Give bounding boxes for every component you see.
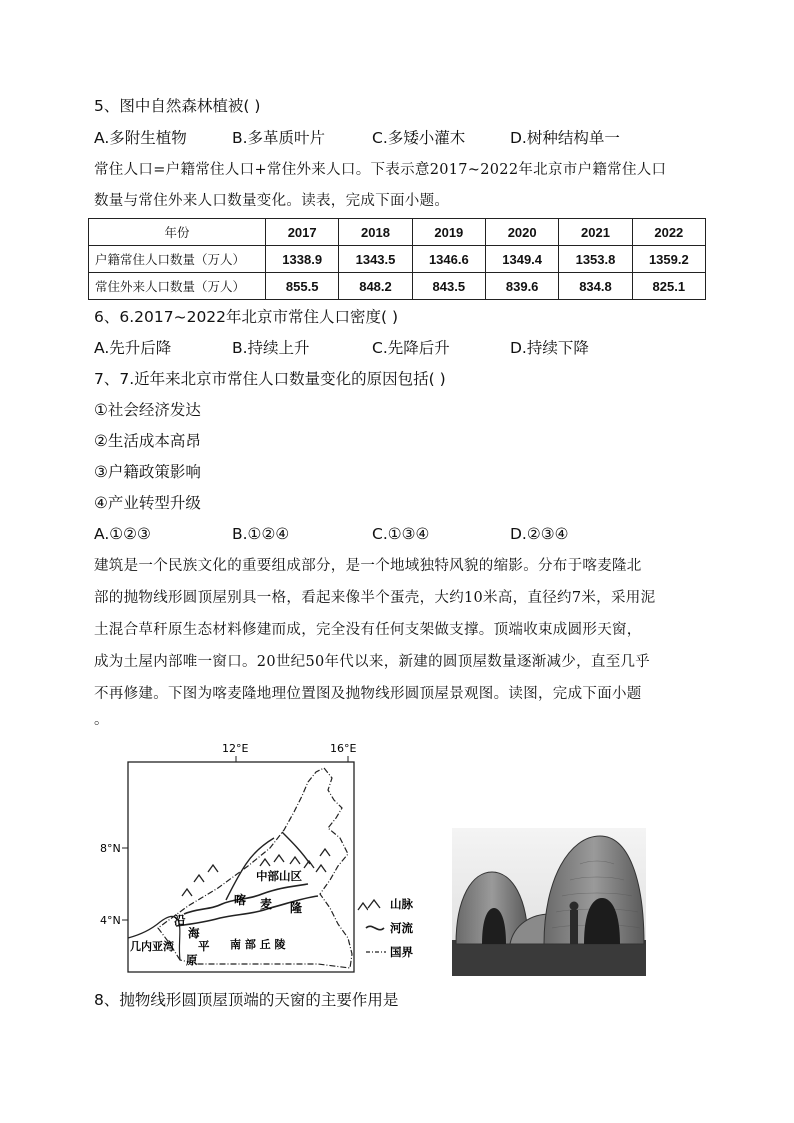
map-label-coast: 原 (186, 953, 198, 967)
intro2-line1: 建筑是一个民族文化的重要组成部分，是一个地域独特风貌的缩影。分布于喀麦隆北 (94, 558, 642, 574)
q7-option-c: C.①③④ (372, 525, 430, 543)
table-cell: 1338.9 (266, 246, 339, 273)
intro1-line2: 数量与常住外来人口数量变化。读表，完成下面小题。 (94, 193, 450, 209)
table-year: 2017 (266, 219, 339, 246)
map-label-country: 喀 (234, 893, 247, 907)
intro2-line2: 部的抛物线形圆顶屋别具一格，看起来像半个蛋壳，大约10米高，直径约7米，采用泥 (94, 590, 656, 606)
q6-option-b: B.持续上升 (232, 339, 310, 357)
q5-option-a: A.多附生植物 (94, 129, 187, 147)
table-header-label: 年份 (89, 219, 266, 246)
q7-item-2: ②生活成本高昂 (94, 432, 201, 450)
map-label-south-hills: 南 部 丘 陵 (230, 938, 286, 951)
q6-option-c: C.先降后升 (372, 339, 450, 357)
q7-stem: 7、7.近年来北京市常住人口数量变化的原因包括( ) (94, 370, 446, 388)
population-table (88, 218, 706, 300)
table-year: 2019 (412, 219, 485, 246)
table-row-label: 常住外来人口数量（万人） (89, 273, 266, 300)
map-label-gulf: 几内亚湾 (130, 940, 174, 953)
table-cell: 1359.2 (632, 246, 705, 273)
map-coastline (128, 916, 180, 960)
table-row (89, 273, 706, 300)
table-year: 2021 (559, 219, 632, 246)
map-label-coast: 海 (188, 926, 200, 940)
q7-option-d: D.②③④ (510, 525, 569, 543)
q7-option-b: B.①②④ (232, 525, 290, 543)
table-cell: 825.1 (632, 273, 705, 300)
q5-stem: 5、图中自然森林植被( ) (94, 97, 261, 115)
table-cell: 848.2 (339, 273, 412, 300)
table-cell: 1346.6 (412, 246, 485, 273)
table-cell: 1349.4 (485, 246, 558, 273)
legend-border-label: 国界 (390, 945, 413, 959)
q7-item-3: ③户籍政策影响 (94, 463, 201, 481)
intro2-line3: 土混合草秆原生态材料修建而成，完全没有任何支架做支撑。顶端收束成圆形天窗， (94, 622, 642, 638)
intro2-line6: 。 (94, 712, 109, 728)
map-lat-4n: 4°N (100, 914, 121, 927)
table-year: 2020 (485, 219, 558, 246)
q6-option-a: A.先升后降 (94, 339, 172, 357)
map-legend-panel (364, 892, 444, 972)
table-cell: 839.6 (485, 273, 558, 300)
q8-stem: 8、抛物线形圆顶屋顶端的天窗的主要作用是 (94, 991, 399, 1009)
cameroon-map (98, 738, 368, 978)
table-row-label: 户籍常住人口数量（万人） (89, 246, 266, 273)
q5-option-b: B.多革质叶片 (232, 129, 326, 147)
dome-house-photo (452, 828, 646, 976)
q7-item-4: ④产业转型升级 (94, 494, 201, 512)
legend-mountain-label: 山脉 (390, 897, 413, 911)
q6-option-d: D.持续下降 (510, 339, 589, 357)
map-label-coast: 沿 (174, 913, 186, 927)
map-label-country: 隆 (290, 901, 303, 915)
map-label-coast: 平 (198, 939, 210, 953)
legend-river-label: 河流 (390, 921, 413, 935)
table-cell: 1343.5 (339, 246, 412, 273)
river-icon (366, 926, 384, 929)
table-cell: 843.5 (412, 273, 485, 300)
map-lat-8n: 8°N (100, 842, 121, 855)
q6-stem: 6、6.2017~2022年北京市常住人口密度( ) (94, 308, 399, 326)
mountain-icon (368, 900, 380, 908)
table-cell: 855.5 (266, 273, 339, 300)
map-label-country: 麦 (260, 897, 273, 911)
q7-option-a: A.①②③ (94, 525, 151, 543)
table-header-row (89, 219, 706, 246)
q5-option-d: D.树种结构单一 (510, 129, 620, 147)
table-year: 2022 (632, 219, 705, 246)
map-label-central: 中部山区 (256, 869, 302, 883)
q5-option-c: C.多矮小灌木 (372, 129, 466, 147)
table-cell: 1353.8 (559, 246, 632, 273)
q7-item-1: ①社会经济发达 (94, 401, 201, 419)
map-lon-12e: 12°E (222, 742, 249, 755)
table-row (89, 246, 706, 273)
map-lon-16e: 16°E (330, 742, 357, 755)
table-year: 2018 (339, 219, 412, 246)
intro1-line1: 常住人口=户籍常住人口+常住外来人口。下表示意2017~2022年北京市户籍常住人口 (94, 162, 667, 178)
intro2-line4: 成为土屋内部唯一窗口。20世纪50年代以来，新建的圆顶屋数量逐渐减少，直至几乎 (94, 654, 651, 670)
intro2-line5: 不再修建。下图为喀麦隆地理位置图及抛物线形圆顶屋景观图。读图，完成下面小题 (94, 686, 642, 702)
table-cell: 834.8 (559, 273, 632, 300)
